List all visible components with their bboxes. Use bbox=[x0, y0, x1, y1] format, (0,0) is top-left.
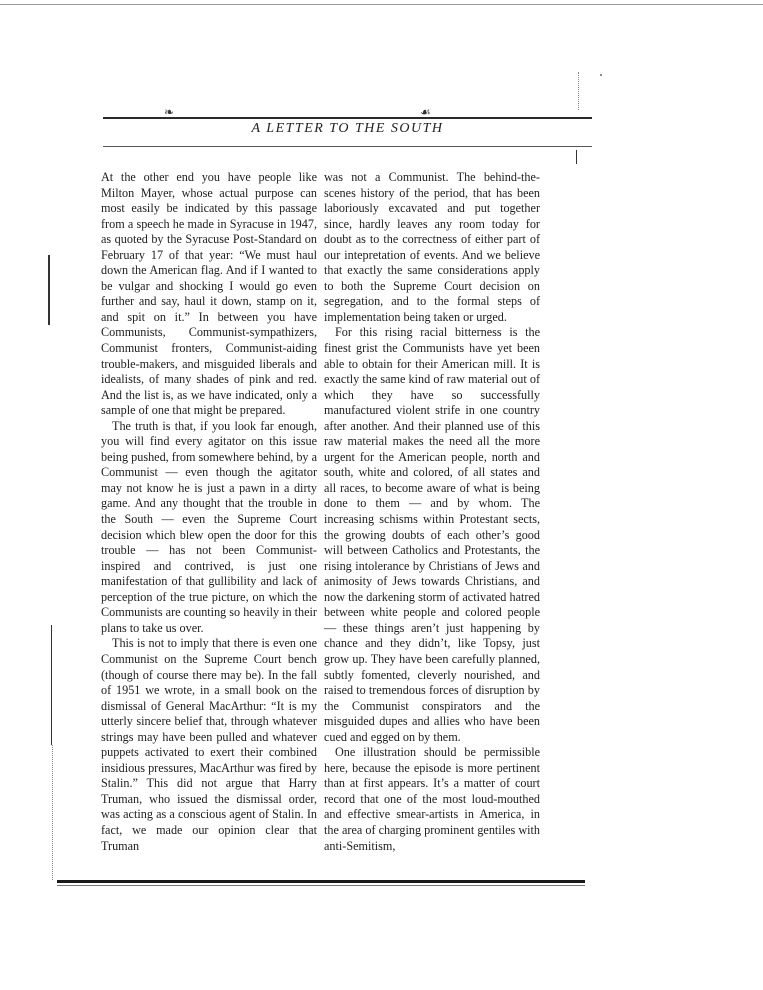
scan-speck bbox=[600, 74, 602, 76]
paragraph: For this rising racial bitterness is the finest grist the Communists have yet been able to obtain for their American mill. It is exactly the same kind of raw material out of which they have so successfully manufactured violent strife in one country after another. And their planned use of this raw material makes the need all the more urgent for the American people, north and south, white and colored, of all states and all races, to become aware of what is being done to them — and by whom. The increasing schisms within Protestant sects, the growing doubts of each other’s good will between Catholics and Protestants, the rising intolerance by Christians of Jews and animosity of Jews towards Christians, and now the darkening storm of activated hatred between white people and colored people — these things aren’t just happening by chance and they didn’t, like Topsy, just grow up. They have been carefully planned, subtly fomented, cleverly nourished, and raised to tremendous forces of disruption by the Communist conspirators and the misguided dupes and allies who have been cued and egged on by them. bbox=[324, 325, 540, 744]
bottom-rule-thin bbox=[57, 885, 585, 886]
paragraph: This is not to imply that there is even one Communist on the Supreme Court bench (though of course there may be). In the fall of 1951 we wrote, in a small book on the dismissal of General MacArthur: “It is my utterly sincere belief that, through whatever strings may have been pulled and whatever puppets activated to exert their combined insidious pressures, MacArthur was fired by Stalin.” This did not argue that Harry Truman, who issued the dismissal order, was acting as a conscious agent of Stalin. In fact, we made our opinion clear that Truman bbox=[101, 636, 317, 853]
paragraph: One illustration should be permissible here, because the episode is more pertinent than at first appears. It’s a matter of court record that one of the most loud-mouthed and effective smear-artists in America, in the area of charging prominent gentiles with anti-Semitism, bbox=[324, 745, 540, 853]
ornament-left-icon: ❧ bbox=[164, 105, 175, 119]
margin-dots bbox=[52, 745, 54, 880]
text-column-left bbox=[101, 170, 317, 854]
margin-mark bbox=[51, 625, 52, 745]
header-rule-thin bbox=[103, 146, 592, 147]
paragraph: The truth is that, if you look far enough, you will find every agitator on this issue being pushed, from somewhere behind, by a Communist — even though the agitator may not know he is just a pawn in a dirty game. And any thought that the trouble in the South — even the Supreme Court decision which blew open the door for this trouble — has not been Communist-inspired and contrived, is just one manifestation of that gullibility and lack of perception of the true picture, on which the Communists are counting so heavily in their plans to take us over. bbox=[101, 418, 317, 635]
margin-dots bbox=[578, 72, 580, 110]
header-rule bbox=[103, 117, 592, 119]
paragraph: was not a Communist. The behind-the-scenes history of the period, that has been laboriously excavated and put together since, hardly leaves any room today for doubt as to the correctness of either part of our intepretation of events. And we believe that exactly the same considerations apply to both the Supreme Court decision on segregation, and to the formal steps of implementation being taken or urged. bbox=[324, 170, 540, 324]
ornament-right-icon: ☙ bbox=[420, 105, 431, 119]
scan-top-edge bbox=[0, 4, 763, 5]
page-running-title: A LETTER TO THE SOUTH bbox=[251, 121, 444, 136]
margin-mark bbox=[48, 255, 50, 325]
margin-mark bbox=[576, 150, 577, 164]
paragraph: At the other end you have people like Milton Mayer, whose actual purpose can most easily be indicated by this passage from a speech he made in Syracuse in 1947, as quoted by the Syracuse Post-Standard on February 17 of that year: “We must haul down the American flag. And if I wanted to be vulgar and shocking I would go even further and say, haul it down, stamp on it, and spit on it.” In between you have Communists, Communist-sympathizers, Communist fronters, Communist-aiding trouble-makers, and misguided liberals and idealists, of many shades of pink and red. And the list is, as we have indicated, only a sample of one that might be prepared. bbox=[101, 170, 317, 418]
text-column-right bbox=[324, 170, 540, 854]
bottom-rule bbox=[57, 880, 585, 883]
